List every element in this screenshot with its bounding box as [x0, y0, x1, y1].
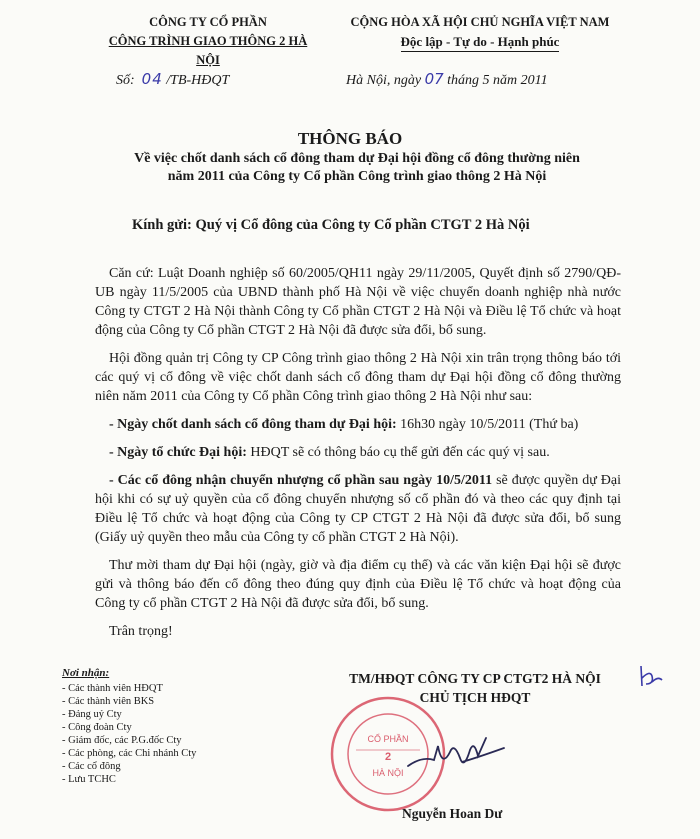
list-item: - Các cổ đông	[62, 761, 121, 772]
list-item: - Giám đốc, các P.G.đốc Cty	[62, 735, 182, 746]
nation-title: CỘNG HÒA XÃ HỘI CHỦ NGHĨA VIỆT NAM	[350, 15, 610, 29]
handwritten-day: 07	[424, 70, 444, 88]
document-date	[346, 70, 548, 89]
signature-scribble	[404, 728, 514, 783]
company-header	[108, 13, 308, 70]
date-prefix: Hà Nội, ngày	[346, 73, 422, 88]
bullet-label: - Các cổ đông nhận chuyển nhượng cổ phần sau ngày 10/5/2011	[109, 473, 493, 488]
bullet-text: HĐQT sẽ có thông báo cụ thể gửi đến các quý vị sau.	[246, 445, 550, 460]
list-item: - Các thành viên BKS	[62, 696, 155, 707]
bullet-text: sẽ được quyền dự Đại hội khi có sự uỷ quyền của cổ đông chuyển nhượng số cổ phần đó và theo các quy định tại Điều lệ Tổ chức và hoạt động của Công ty CP CTGT 2 Hà Nội đã được sửa đổi, bổ sung (Giấy uỷ quyền theo mẫu của Công ty cổ phần CTGT 2 Hà Nội).	[95, 473, 622, 545]
list-item: - Các thành viên HĐQT	[62, 683, 163, 694]
paragraph-legal-basis: Căn cứ: Luật Doanh nghiệp số 60/2005/QH11 ngày 29/11/2005, Quyết định số 2790/QĐ-UB ngày 11/5/2005 của UBND thành phố Hà Nội về việc chuyển doanh nghiệp nhà nước Công ty CTGT 2 Hà Nội thành Công ty Cổ phần CTGT 2 Hà Nội và Điều lệ Tổ chức và hoạt động của Công ty Cổ phần CTGT 2 Hà Nội đã được sửa đổi, bổ sung.	[95, 266, 621, 338]
paragraph-invitation: Thư mời tham dự Đại hội (ngày, giờ và địa điểm cụ thể) và các văn kiện Đại hội sẽ được gửi và thông báo đến cổ đông theo đúng quy định của Điều lệ Tổ chức và hoạt động của Công ty cổ phần CTGT 2 Hà Nội đã được sửa đổi, bổ sung.	[95, 558, 621, 611]
signature-block	[310, 669, 640, 707]
list-item: - Công đoàn Cty	[62, 722, 132, 733]
national-header	[330, 13, 630, 52]
national-motto: Độc lập - Tự do - Hạnh phúc	[401, 32, 560, 52]
company-name-line1: CÔNG TY CỔ PHẦN	[149, 15, 267, 29]
signature-org: TM/HĐQT CÔNG TY CP CTGT2 HÀ NỘI	[349, 671, 601, 686]
signature-title: CHỦ TỊCH HĐQT	[419, 690, 531, 705]
company-name-line2: CÔNG TRÌNH GIAO THÔNG 2 HÀ NỘI	[108, 34, 308, 67]
bullet-label: - Ngày tổ chức Đại hội:	[109, 445, 247, 460]
document-title: THÔNG BÁO	[297, 129, 403, 148]
bullet-text: 16h30 ngày 10/5/2011 (Thứ ba)	[396, 417, 579, 432]
date-suffix: tháng 5 năm 2011	[447, 73, 548, 88]
handwritten-number: 04	[141, 70, 163, 88]
number-suffix: /TB-HĐQT	[166, 73, 230, 88]
seal-text-bottom: HÀ NỘI	[372, 768, 404, 778]
recipients-title: Nơi nhận:	[62, 667, 110, 679]
signer-name: Nguyễn Hoan Dư	[402, 806, 503, 821]
addressee: Kính gửi: Quý vị Cổ đông của Công ty Cổ phần CTGT 2 Hà Nội	[132, 217, 530, 233]
document-number	[116, 70, 229, 89]
recipients-list	[62, 667, 196, 786]
seal-text-top: CỔ PHẦN	[367, 734, 409, 744]
number-label: Số:	[116, 73, 135, 88]
seal-text-mid: 2	[384, 751, 392, 763]
bullet-transfer-shareholders	[95, 471, 621, 547]
document-body	[95, 264, 621, 650]
handwritten-mark	[636, 662, 666, 692]
document-subtitle: Về việc chốt danh sách cổ đông tham dự Đại hội đồng cổ đông thường niên năm 2011 của Công ty Cổ phần Công trình giao thông 2 Hà Nội	[134, 151, 580, 184]
list-item: - Đảng uỷ Cty	[62, 709, 122, 720]
list-item: - Lưu TCHC	[62, 774, 116, 785]
bullet-meeting-date	[95, 443, 621, 462]
bullet-record-date	[95, 415, 621, 434]
bullet-label: - Ngày chốt danh sách cổ đông tham dự Đại hội:	[109, 417, 397, 432]
list-item: - Các phòng, các Chi nhánh Cty	[62, 748, 197, 759]
paragraph-announcement: Hội đồng quản trị Công ty CP Công trình giao thông 2 Hà Nội xin trân trọng thông báo tới các quý vị cổ đông về việc chốt danh sách cổ đông tham dự Đại hội đồng cổ đông thường niên năm 2011 của Công ty Cổ phần Công trình giao thông 2 Hà Nội như sau:	[95, 351, 621, 404]
closing-greeting: Trân trọng!	[109, 624, 173, 639]
